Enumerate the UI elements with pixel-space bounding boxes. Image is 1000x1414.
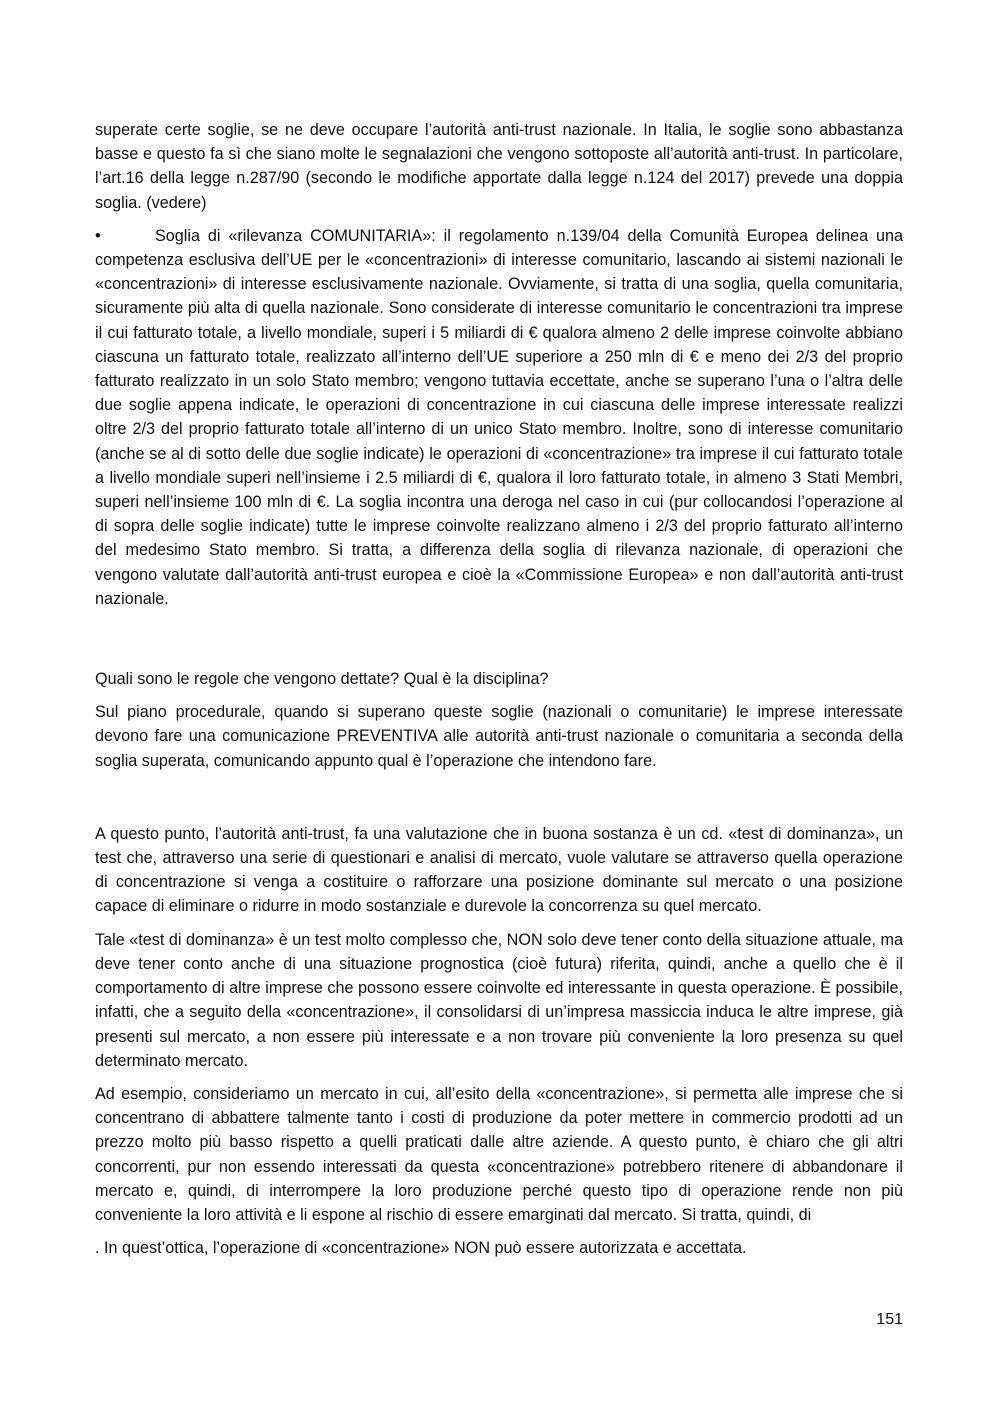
bullet-paragraph-community-threshold [95, 224, 903, 611]
question-heading: Quali sono le regole che vengono dettate? Qual è la disciplina? [95, 670, 549, 689]
bullet-text: Soglia di «rilevanza COMUNITARIA»: il regolamento n.139/04 della Comunità Europea delinea una competenza esclusiva dell’UE per le «concentrazioni» di interesse comunitario, lascando ai sistemi nazionali le «concentrazioni» di interesse esclusivamente nazionale. Ovviamente, si tratta di una soglia, quella comunitaria, sicuramente più alta di quella nazionale. Sono considerate di interesse comunitario le concentrazioni tra imprese il cui fatturato totale, a livello mondiale, superi i 5 miliardi di € qualora almeno 2 delle imprese coinvolte abbiano ciascuna un fatturato totale, realizzato all’interno dell’UE superiore a 250 mln di € e meno dei 2/3 del proprio fatturato realizzato in un solo Stato membro; vengono tuttavia eccettate, anche se superano l’una o l’altra delle due soglie appena indicate, le operazioni di concentrazione in cui ciascuna delle imprese interessate realizzi oltre 2/3 del proprio fatturato totale all’interno di un unico Stato membro. Inoltre, sono di interesse comunitario (anche se al di sotto delle due soglie indicate) le operazioni di «concentrazione» tra imprese il cui fatturato totale a livello mondiale superi nell’insieme i 2.5 miliardi di €, qualora il loro fatturato totale, in almeno 3 Stati Membri, superi nell’insieme 100 mln di €. La soglia incontra una deroga nel caso in cui (pur collocandosi l’operazione al di sopra delle soglie indicate) tutte le imprese coinvolte realizzano almeno i 2/3 del proprio fatturato all’interno del medesimo Stato membro. Si tratta, a differenza della soglia di rilevanza nazionale, di operazioni che vengono valutate dall’autorità anti-trust europea e cioè la «Commissione Europea» e non dall’autorità anti-trust nazionale. [95, 226, 903, 608]
paragraph-example: Ad esempio, consideriamo un mercato in cui, all’esito della «concentrazione», si permetta alle imprese che si concentrano di abbattere talmente tanto i costi di produzione da poter mettere in commercio prodotti ad un prezzo molto più basso rispetto a quelli praticati dalle altre aziende. A questo punto, è chiaro che gli altri concorrenti, pur non essendo interessati da questa «concentrazione» potrebbero ritenere di abbandonare il mercato e, quindi, di interrompere la loro produzione perché questo tipo di operazione rende non più conveniente la loro attività e li espone al rischio di essere emarginati dal mercato. Si tratta, quindi, di [95, 1084, 903, 1224]
paragraph-intro: superate certe soglie, se ne deve occupare l’autorità anti-trust nazionale. In Italia, le soglie sono abbastanza basse e questo fa sì che siano molte le segnalazioni che vengono sottoposte all’autorità anti-trust. In particolare, l’art.16 della legge n.287/90 (secondo le modifiche apportate dalla legge n.124 del 2017) prevede una doppia soglia. (vedere) [95, 121, 903, 212]
paragraph-dominance-complexity: Tale «test di dominanza» è un test molto complesso che, NON solo deve tener conto della situazione attuale, ma deve tener conto anche di una situazione prognostica (cioè futura) riferita, quindi, anche a quello che è il comportamento di altre imprese che possono essere coinvolte ed interessante in questa operazione. È possibile, infatti, che a seguito della «concentrazione», il consolidarsi di un’impresa massiccia induca le altre imprese, già presenti sul mercato, a non essere più interessate e a non trovare più conveniente la loro presenza su quel determinato mercato. [95, 930, 903, 1070]
page-number: 151 [876, 1311, 903, 1328]
paragraph-procedure: Sul piano procedurale, quando si superano queste soglie (nazionali o comunitarie) le imprese interessate devono fare una comunicazione PREVENTIVA alle autorità anti-trust nazionale o comunitaria a seconda della soglia superata, comunicando appunto qual è l’operazione che intendono fare. [95, 703, 903, 770]
bullet-icon: • [95, 226, 101, 245]
document-body [95, 118, 903, 1260]
paragraph-dominance-test: A questo punto, l’autorità anti-trust, fa una valutazione che in buona sostanza è un cd. «test di dominanza», un test che, attraverso una serie di questionari e analisi di mercato, vuole valutare se attraverso quella operazione di concentrazione si venga a costituire o rafforzare una posizione dominante sul mercato o una posizione capace di eliminare o ridurre in modo sostanziale e durevole la concorrenza su quel mercato. [95, 824, 903, 916]
paragraph-conclusion: . In quest’ottica, l’operazione di «concentrazione» NON può essere autorizzata e accettata. [95, 1239, 747, 1258]
